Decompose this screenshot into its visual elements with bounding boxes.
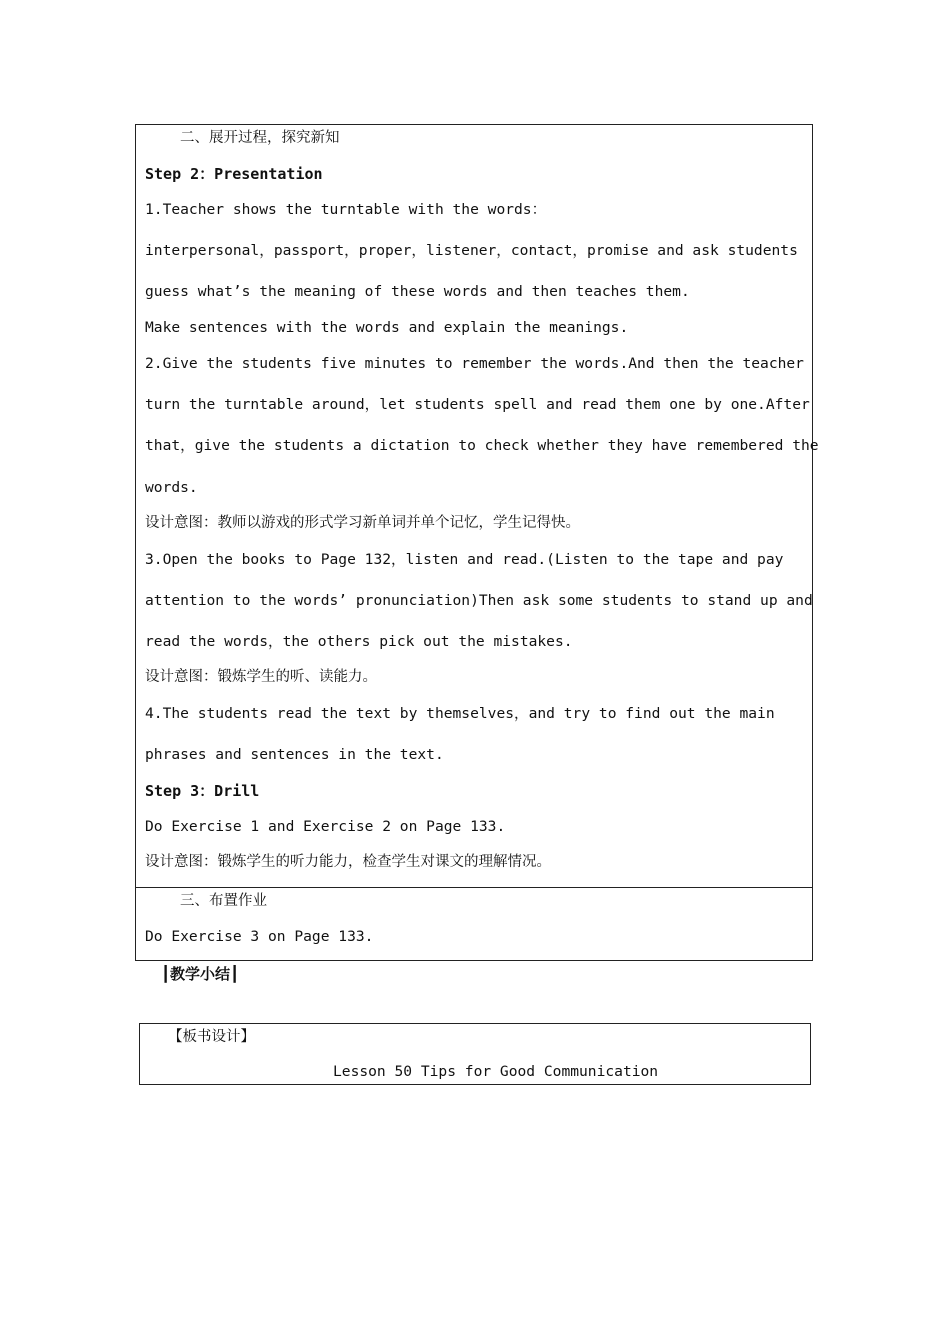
item3-line1: 3.Open the books to Page 132，listen and read.(Listen to the tape and pay [145,551,784,568]
item3-line2: attention to the words’ pronunciation)Then ask some students to stand up and [145,592,813,609]
design-intent-2: 设计意图：锻炼学生的听、读能力。 [145,669,377,685]
step3-text: Do Exercise 1 and Exercise 2 on Page 133. [145,818,506,835]
teaching-summary-heading: ┃教学小结┃ [161,965,240,983]
item2-line4: words. [145,479,198,496]
item3-line3: read the words，the others pick out the mistakes. [145,633,573,650]
board-design-box [139,1023,811,1085]
item4-line1: 4.The students read the text by themselves，and try to find out the main [145,705,775,722]
item2-line3: that，give the students a dictation to check whether they have remembered the [145,437,819,454]
item1-line2: interpersonal，passport，proper，listener，contact，promise and ask students [145,242,798,259]
step3-title: Step 3：Drill [145,782,260,800]
section2-heading: 二、展开过程，探究新知 [180,130,340,146]
item1-line4: Make sentences with the words and explain the meanings. [145,319,629,336]
item1-line1: 1.Teacher shows the turntable with the words： [145,201,547,218]
homework-text: Do Exercise 3 on Page 133. [145,928,374,945]
row-divider [136,887,812,888]
lesson-title: Lesson 50 Tips for Good Communication [333,1063,659,1080]
design-intent-1: 设计意图：教师以游戏的形式学习新单词并单个记忆，学生记得快。 [145,515,580,531]
design-intent-3: 设计意图：锻炼学生的听力能力，检查学生对课文的理解情况。 [145,854,551,870]
item4-line2: phrases and sentences in the text. [145,746,444,763]
item2-line2: turn the turntable around，let students spell and read them one by one.After [145,396,810,413]
item1-line3: guess what’s the meaning of these words and then teaches them. [145,283,690,300]
board-design-label: 【板书设计】 [168,1029,255,1045]
item2-line1: 2.Give the students five minutes to remember the words.And then the teacher [145,355,804,372]
lesson-process-table [135,124,819,961]
section3-heading: 三、布置作业 [180,893,267,909]
step2-title: Step 2：Presentation [145,165,323,183]
